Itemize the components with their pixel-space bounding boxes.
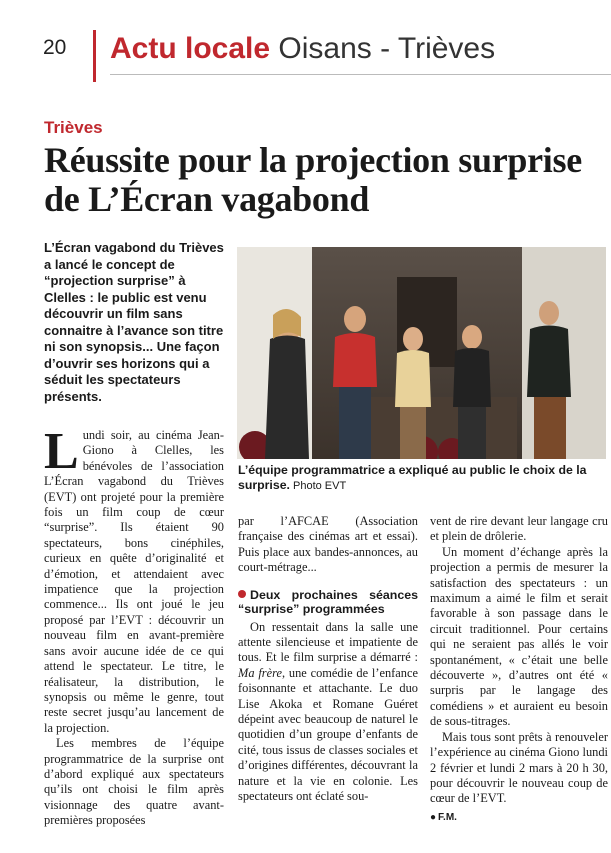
author-signature <box>430 810 608 825</box>
header-divider <box>93 30 96 82</box>
article-subheading <box>238 588 418 616</box>
paragraph-text: , une comédie de l’enfance foisonnante et attachante. Le duo Lise Akoka et Romane Guéret dépeint avec beaucoup de naturel le quotidien d’un groupe d’enfants de cité, tous issus de classes sociales et d’origines différentes, découvrant la nature et la vie en colonie. Les spectateurs ont éclaté sou- <box>238 665 418 804</box>
photo-caption <box>238 463 608 494</box>
film-title: Ma frère <box>238 665 282 680</box>
paragraph <box>238 620 418 805</box>
photo-credit: Photo EVT <box>289 480 347 492</box>
article-headline: Réussite pour la projection surprise de L’Écran vagabond <box>44 140 582 219</box>
paragraph: vent de rire devant leur langage cru et plein de drôlerie. <box>430 514 608 544</box>
bullet-dot-icon <box>238 590 246 598</box>
signature-text: F.M. <box>438 811 457 823</box>
rubric-sub: Oisans - Trièves <box>270 32 496 65</box>
article-column-1 <box>44 423 224 829</box>
caption-text: L’équipe programmatrice a expliqué au public le choix de la surprise. <box>238 463 587 492</box>
page-header <box>0 0 611 78</box>
article-column-3 <box>430 514 608 825</box>
article-kicker: Trièves <box>44 118 103 137</box>
paragraph-text: undi soir, au cinéma Jean-Giono à Clelles, les bénévoles de l’association L’Écran vagabond du Trièves (EVT) ont projeté pour la première fois un film coup de cœur “surprise”. Ils étaient 90 spectateurs, bons cinéphiles, curieux en quête d’originalité et d’émotion, et attendaient avec impatience que la projection commence... Ils ont joué le jeu proposé par l’EVT : découvrir un nouveau film en avant-première sans avoir aucune idée de ce qui attend le spectateur. Le titre, le réalisateur, la distribution, le synopsis ou même le genre, tout reste secret jusqu’au lancement de la projection. <box>44 428 224 735</box>
paragraph: Mais tous sont prêts à renouveler l’expérience au cinéma Giono lundi 2 février et lundi 2 mars à 20 h 30, pour découvrir le nouveau coup de cœur de l’EVT. <box>430 729 608 806</box>
event-photo <box>237 247 606 459</box>
paragraph: Les membres de l’équipe programmatrice de la surprise ont d’abord expliqué aux spectateurs qu’ils ont choisi le film après visionnage des quatre avant-premières proposées <box>44 736 224 828</box>
page-number: 20 <box>43 36 67 59</box>
rubric-main: Actu locale <box>110 32 271 65</box>
paragraph <box>44 423 224 736</box>
paragraph: Un moment d’échange après la projection a permis de mesurer la satisfaction des spectateurs : un maximum a aimé le film et serait favorable à son passage dans le circuit traditionnel. Pour certains qui ne seraient pas allés le voir spontanément, « c’était une belle découverte », d’autres ont été « surpris par le langage des comédiens » et auraient eu besoin de sous-titrages. <box>430 544 608 729</box>
signature-bullet-icon: ● <box>430 811 437 823</box>
header-rule <box>110 74 611 75</box>
article-column-2 <box>238 514 418 805</box>
section-rubric <box>110 31 495 67</box>
paragraph: par l’AFCAE (Association française des cinémas art et essai). Puis place aux bandes-annonces, au court-métrage... <box>238 514 418 575</box>
drop-cap: L <box>44 423 79 480</box>
article-lead: L’Écran vagabond du Trièves a lancé le concept de “projection surprise” à Clelles : le public est venu découvrir un film sans connaitre à l’avance son titre ni son synopsis... Une façon d’ouvrir ses horizons qui a séduit les spectateurs présents. <box>44 240 224 404</box>
subheading-text: Deux prochaines séances “surprise” programmées <box>238 587 418 616</box>
paragraph-text: On ressentait dans la salle une attente silencieuse et impatiente de tous. Et le film surprise a démarré : <box>238 619 418 665</box>
